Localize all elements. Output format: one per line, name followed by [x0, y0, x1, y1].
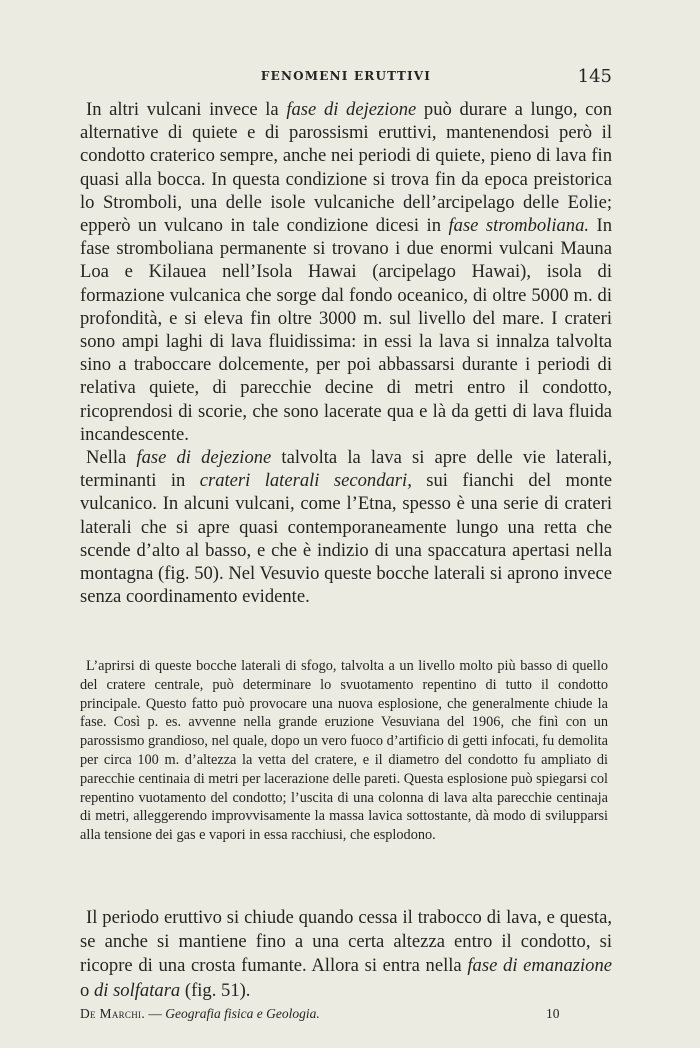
sheet-number: 10	[546, 1006, 560, 1021]
emphasis: fase di emanazione	[467, 955, 613, 977]
running-head	[80, 66, 612, 90]
paragraph-1	[80, 98, 612, 446]
emphasis: fase di dejezione	[286, 99, 417, 120]
chapter-title: FENOMENI ERUTTIVI	[260, 69, 432, 83]
page-footer	[80, 1006, 612, 1026]
footer-separator: —	[145, 1006, 166, 1021]
text-run: In altri vulcani invece la	[86, 99, 287, 120]
main-text	[80, 98, 612, 608]
text-run: può durare a lungo, con alternative di quiete e di parossismi eruttivi, mantenendosi però il condotto craterico sempre, anche nei periodi di quiete, pieno di lava fin quasi alla bocca. In questa condizione si trova fin da epoca preistorica lo Stromboli, una delle isole vulcaniche dell’arcipelago delle Eolie; epperò un vulcano in tale condizione dicesi in	[80, 99, 612, 237]
page-number: 145	[577, 66, 612, 87]
emphasis: fase stromboliana.	[448, 215, 590, 237]
book-title: Geografia fisica e Geologia.	[165, 1006, 320, 1021]
text-run: o	[80, 979, 94, 1001]
text-run: In fase stromboliana permanente si trovano i due enormi vulcani Mauna Loa e Kilauea nell’Isola Hawai (arcipelago Hawai), isola di formazione vulcanica che sorge dal fondo oceanico, di oltre 5000 m. di profondità, e si eleva fin oltre 3000 m. sul livello del mare. I crateri sono ampi laghi di lava fluidissima: in essi la lava si innalza talvolta sino a traboccare dolcemente, per poi abbassarsi durante i periodi di relativa quiete, di parecchie decine di metri entro il condotto, ricoprendosi di scorie, che sono lacerate qua e là da getti di lava fluida incandescente.	[80, 215, 613, 445]
author-name: De Marchi.	[80, 1006, 146, 1021]
text-run: Il periodo eruttivo si chiude quando cessa il trabocco di lava, e questa, se anche si mantiene fino a una certa altezza entro il condotto, si ricopre di una crosta fumante. Allora si entra nella	[80, 907, 612, 977]
emphasis: crateri laterali secondari,	[199, 470, 412, 492]
small-print-note: L’aprirsi di queste bocche laterali di sfogo, talvolta a un livello molto più basso di quello del cratere centrale, può determinare lo svuotamento repentino di tutto il condotto principale. Questo fatto può provocare una nuova esplosione, che generalmente chiude la fase. Così p. es. avvenne nella grande eruzione Vesuviana del 1906, che finì con un parossismo grandioso, nel quale, dopo un vero fuoco d’artificio di getti infocati, fu demolita per circa 100 m. d’altezza la vetta del cratere, e il diametro del condotto fu ampliato di parecchie centinaia di metri per lacerazione delle pareti. Questa esplosione può spiegarsi col repentino vuotamento del condotto; l’uscita di una colonna di lava alta parecchie centinaja di metri, alleggerendo improvvisamente la massa lavica sottostante, dà modo di svilupparsi alla tensione dei gas e vapori in essa racchiusi, che esplodono.	[80, 658, 608, 844]
text-run: Nella	[86, 447, 137, 469]
paragraph-2	[80, 446, 612, 608]
emphasis: di solfatara	[93, 979, 181, 1001]
emphasis: fase di dejezione	[136, 447, 272, 469]
text-run: (fig. 51).	[180, 979, 251, 1001]
footer-credit	[80, 1006, 320, 1022]
text-run: sui fianchi del monte vulcanico. In alcuni vulcani, come l’Etna, spesso è una serie di crateri laterali che si apre quasi contemporaneamente lungo una retta che scende d’alto al basso, e che è indizio di una spaccatura apertasi nella montagna (fig. 50). Nel Vesuvio queste bocche laterali si aprono invece senza coordinamento evidente.	[80, 470, 612, 608]
paragraph-3	[80, 906, 612, 1003]
text-run: talvolta la lava si apre delle vie laterali, terminanti in	[80, 447, 612, 492]
